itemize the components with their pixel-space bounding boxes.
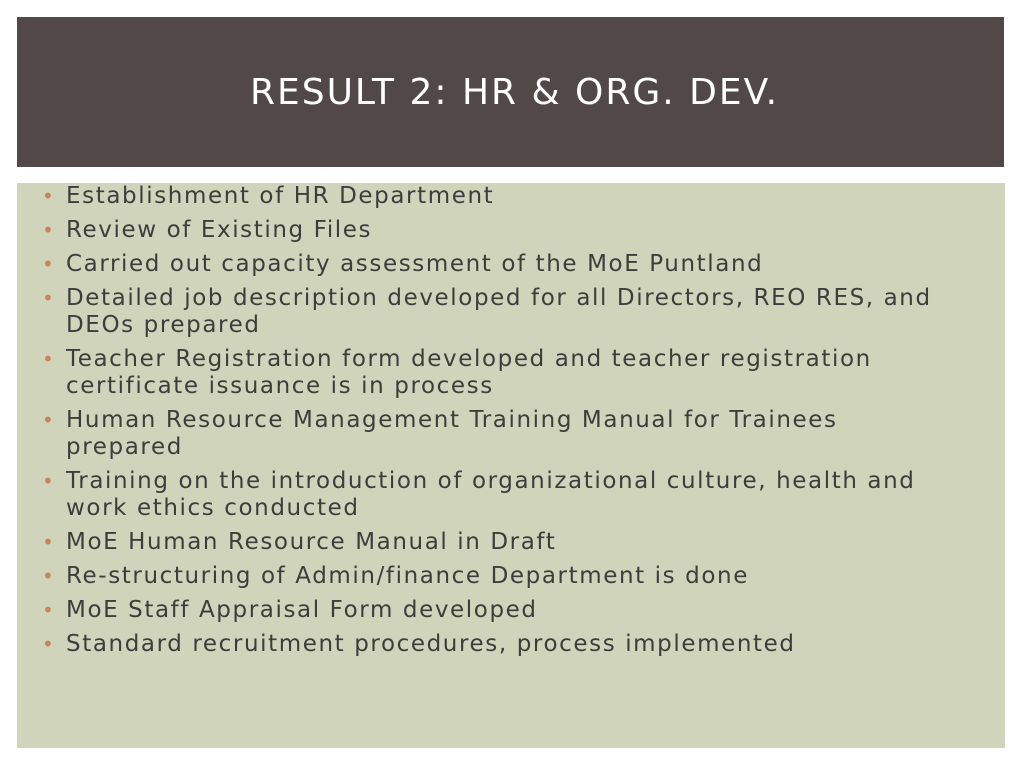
list-item (42, 468, 942, 522)
bullet-icon: • (42, 598, 56, 622)
list-item-text: Carried out capacity assessment of the MoE Puntland (66, 251, 764, 277)
list-item-text: Establishment of HR Department (66, 183, 495, 209)
list-item-text: MoE Staff Appraisal Form developed (66, 597, 538, 623)
list-item (42, 346, 942, 400)
list-item (42, 217, 942, 244)
list-item-text: Detailed job description developed for all Directors, REO RES, and DEOs prepared (66, 285, 932, 338)
title-band (17, 17, 1004, 167)
list-item (42, 529, 942, 556)
list-item-text: MoE Human Resource Manual in Draft (66, 529, 557, 555)
bullet-icon: • (42, 632, 56, 656)
slide-title: RESULT 2: HR & ORG. DEV. (249, 71, 780, 113)
content-panel (17, 183, 1005, 748)
list-item (42, 563, 942, 590)
bullet-icon: • (42, 564, 56, 588)
list-item-text: Standard recruitment procedures, process implemented (66, 631, 796, 657)
list-item-text: Human Resource Management Training Manual for Trainees prepared (66, 407, 838, 460)
list-item-text: Re-structuring of Admin/finance Department is done (66, 563, 749, 589)
list-item (42, 597, 942, 624)
list-item (42, 251, 942, 278)
list-item (42, 407, 942, 461)
bullet-icon: • (42, 286, 56, 310)
bullet-icon: • (42, 469, 56, 493)
list-item (42, 183, 942, 210)
bullet-icon: • (42, 530, 56, 554)
list-item-text: Training on the introduction of organizational culture, health and work ethics conducted (66, 468, 916, 521)
list-item-text: Review of Existing Files (66, 217, 373, 243)
list-item (42, 631, 942, 658)
bullet-icon: • (42, 347, 56, 371)
list-item-text: Teacher Registration form developed and teacher registration certificate issuance is in process (66, 346, 872, 399)
bullet-icon: • (42, 184, 56, 208)
bullet-icon: • (42, 218, 56, 242)
list-item (42, 285, 942, 339)
bullet-icon: • (42, 252, 56, 276)
bullet-icon: • (42, 408, 56, 432)
bullet-list (42, 183, 942, 665)
